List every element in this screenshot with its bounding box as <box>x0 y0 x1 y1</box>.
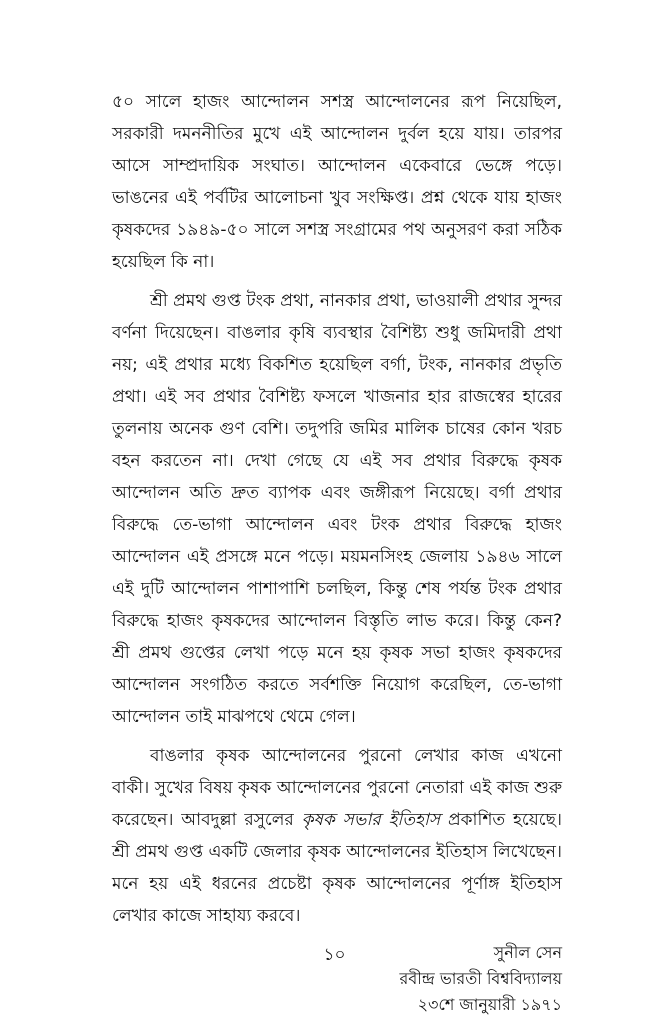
page-content <box>112 86 562 1014</box>
paragraph-2: শ্রী প্রমথ গুপ্ত টংক প্রথা, নানকার প্রথা, ভাওয়ালী প্রথার সুন্দর বর্ণনা দিয়েছেন। বাঙলার কৃষি ব্যবস্থার বৈশিষ্ট্য শুধু জমিদারী প্রথা নয়; এই প্রথার মধ্যে বিকশিত হয়েছিল বর্গা, টংক, নানকার প্রভৃতি প্রথা। এই সব প্রথার বৈশিষ্ট্য ফসলে খাজনার হার রাজস্বের হারের তুলনায় অনেক গুণ বেশি। তদুপরি জমির মালিক চাষের কোন খরচ বহন করতেন না। দেখা গেছে যে এই সব প্রথার বিরুদ্ধে কৃষক আন্দোলন অতি দ্রুত ব্যাপক এবং জঙ্গীরূপ নিয়েছে। বর্গা প্রথার বিরুদ্ধে তে-ভাগা আন্দোলন এবং টংক প্রথার বিরুদ্ধে হাজং আন্দোলন এই প্রসঙ্গে মনে পড়ে। ময়মনসিংহ জেলায় ১৯৪৬ সালে এই দুটি আন্দোলন পাশাপাশি চলছিল, কিন্তু শেষ পর্যন্ত টংক প্রথার বিরুদ্ধে হাজং কৃষকদের আন্দোলন বিস্তৃতি লাভ করে। কিন্তু কেন? শ্রী প্রমথ গুপ্তের লেখা পড়ে মনে হয় কৃষক সভা হাজং কৃষকদের আন্দোলন সংগঠিত করতে সর্বশক্তি নিয়োগ করেছিল, তে-ভাগা আন্দোলন তাই মাঝপথে থেমে গেল। <box>112 291 562 727</box>
page-number: ১০ <box>323 945 346 965</box>
book-title-italic: কৃষক সভার ইতিহাস <box>301 810 441 830</box>
paragraph-1: ৫০ সালে হাজং আন্দোলন সশস্ত্র আন্দোলনের রূপ নিয়েছিল, সরকারী দমননীতির মুখে এই আন্দোলন দুর্বল হয়ে যায়। তারপর আসে সাম্প্রদায়িক সংঘাত। আন্দোলন একেবারে ভেঙ্গে পড়ে। ভাঙনের এই পর্বটির আলোচনা খুব সংক্ষিপ্ত। প্রশ্ন থেকে যায় হাজং কৃষকদের ১৯৪৯-৫০ সালে সশস্ত্র সংগ্রামের পথ অনুসরণ করা সঠিক হয়েছিল কি না। <box>112 92 562 272</box>
paragraph-3-text-after: প্রকাশিত হয়েছে। শ্রী প্রমথ গুপ্ত একটি জেলার কৃষক আন্দোলনের ইতিহাস লিখেছেন। মনে হয় এই ধরনের প্রচেষ্টা কৃষক আন্দোলনের পূর্ণাঙ্গ ইতিহাস লেখার কাজে সাহায্য করবে। <box>112 810 562 926</box>
author-institution: রবীন্দ্র ভারতী বিশ্ববিদ্যালয় <box>399 969 562 988</box>
paragraph-3 <box>112 740 562 932</box>
signature-date: ২৩শে জানুয়ারী ১৯৭১ <box>417 995 562 1014</box>
author-name: সুনীল সেন <box>493 943 562 962</box>
paragraph-3-text-before: বাঙলার কৃষক আন্দোলনের পুরনো লেখার কাজ এখনো বাকী। সুখের বিষয় কৃষক আন্দোলনের পুরনো নেতারা এই কাজ শুরু করেছেন। আবদুল্লা রসুলের <box>112 746 562 830</box>
